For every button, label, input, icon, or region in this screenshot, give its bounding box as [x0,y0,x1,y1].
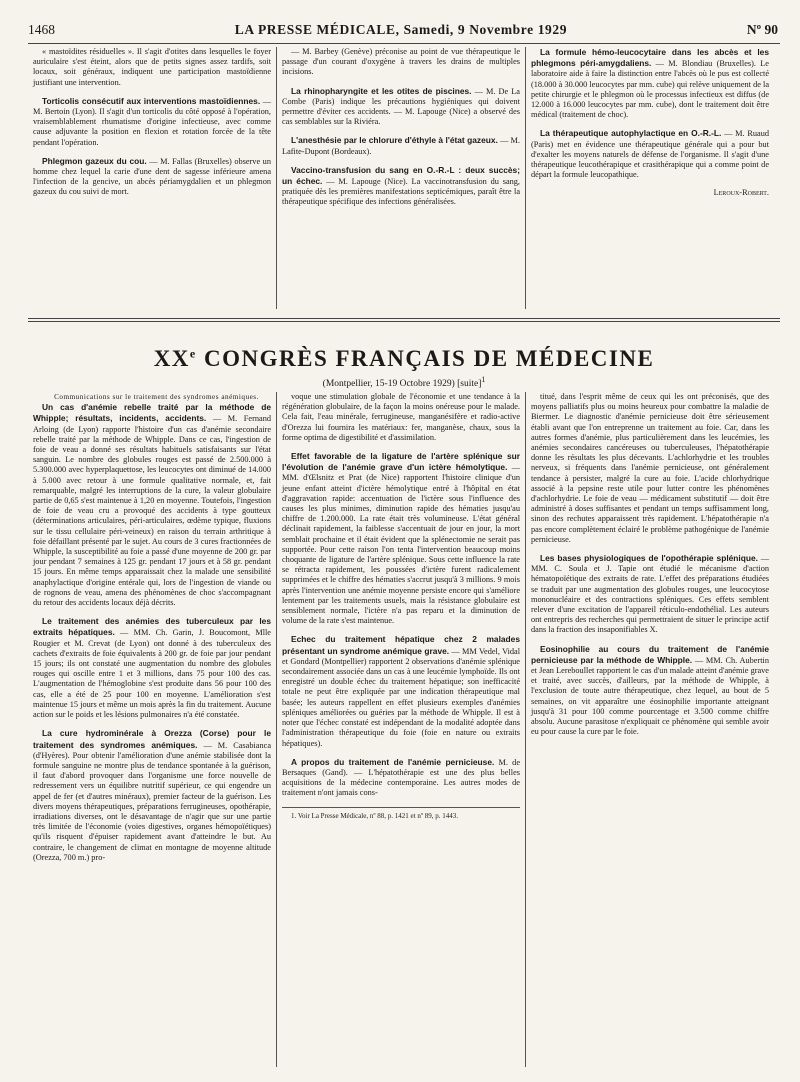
article-title: Phlegmon gazeux du cou. [42,155,147,166]
article-block [282,135,520,156]
page-header [28,22,778,42]
page-number: 1468 [28,22,55,37]
issue-number: Nº 90 [746,22,778,37]
article-text: — MM. Ch. Aubertin et Jean Lereboullet rapportent le cas d'un malade atteint d'anémie grave et traité, avec succès, d'ailleurs, par la méthode de Whipple, à l'exclusion de toute autre thérapeutique, chez lequel, au bout de 5 semaines, on vit apparaître une éosinophilie importante atteignant jusqu'à 31 pour 100 comme pourcentage et 3.500 comme chiffre absolu. Aucune parasitose n'expliquait ce phénomène qui semble avoir eu pour cause la cure par le foie. [531,655,770,737]
article-text: — MM. d'Œlsnitz et Prat (de Nice) rapportent l'histoire clinique d'un jeune enfant atteint d'ictère hémolytique entré à l'hôpital en état d'aggravation rapide: accentuation de l'ictère sous l'influence des causes les plus minimes, diminution rapide des hématies jusqu'au chiffre de 1.200.000. La rate était très volumineuse. L'état général déclinait rapidement, la faiblesse s'accentuait de jour en jour, la mort semblait prochaine et il était évident que la splénectomie ne serait pas supportée. Pour cette raison l'on tenta l'intervention beaucoup moins choquante de ligature de l'artère splénique. Sous cette influence la rate se rétracta rapidement, les poussées d'ictère furent radicalement supprimées et le chiffre des hématies s'accrut jusqu'à 3 millions. 9 mois après l'intervention une anémie moyenne persiste encore qui s'améliore lentement par les traitements usuels, mais la résistance globulaire est sensiblement normale, l'ictère n'a pas reparu et la diminution de volume de la rate s'est maintenue. [282,463,520,626]
article-title: L'anesthésie par le chlorure d'éthyle à l'état gazeux. [291,135,498,146]
article-paragraph [282,392,520,443]
article-title: La cure hydrominérale à Orezza (Corse) pour le traitement des syndromes anémiques. [33,728,271,750]
signature: Leroux-Robert. [713,188,769,198]
article-block [282,86,520,128]
article-paragraph [282,634,520,748]
congress-subtitle [28,375,780,389]
bottom-column-3 [526,392,774,1067]
article-block [282,165,520,208]
article-text: — M. Bertoin (Lyon). Il s'agit d'un torticolis du côté opposé à l'opération, vraisemblablement rhumatisme d'origine infectieuse, avec comme cause adjuvante la position en flexion et rotation forcée de la tête pendant l'opération. [33,96,272,147]
article-paragraph [531,47,769,120]
footnote: 1. Voir La Presse Médicale, nº 88, p. 1421 et nº 89, p. 1443. [282,807,520,821]
article-text: titué, dans l'esprit même de ceux qui les ont préconisés, que des moyens palliatifs plus ou moins heureux pour combattre la maladie de Biermer. Le diagnostic d'anémie pernicieuse doit être sérieusement établi avant que l'on entreprenne un traitement au foie. Car, dans les autres formes d'anémie, plus particulièrement dans les leucémies, les anémies secondaires cancéreuses ou tuberculeuses, l'hépatothérapie donne les résultats les plus décevants. L'achlorhydrie et les troubles nerveux, si fréquents dans l'anémie pernicieuse, ont généralement tendance à persister, malgré la cure au foie. L'acide chlorhydrique associé à la pepsine reste utile pour lutter contre les phénomènes d'achlorhydrie. Le foie de veau — médicament substitutif — doit être administré à doses suffisantes et pendant un temps suffisamment long, sinon des rechutes apparaissent très rapidement. L'hépatothérapie n'a pas encore complètement éclairé le problème pathogénique de l'anémie pernicieuse. [531,392,769,544]
article-block [33,47,271,88]
article-paragraph [33,156,271,198]
bottom-column-2 [277,392,525,1067]
article-text: voque une stimulation globale de l'économie et une tendance à la régénération globulaire, de la façon la moins onéreuse pour le malade. Cela fait, l'eau minérale, ferrugineuse, manganésifère et radio-active d'Orezza lui fournira les matériaux: fer, manganèse, chaux, sous la forme optima de digestibilité et d'assimilation. [282,392,520,442]
congress-numeral: XX [153,346,190,371]
article-title: Effet favorable de la ligature de l'artère splénique sur l'évolution de l'anémie grave d'un ictère hémolytique. [282,451,520,473]
article-paragraph [33,616,271,720]
article-paragraph [531,392,769,545]
article-title: Torticolis consécutif aux interventions mastoïdiennes. [42,95,261,106]
article-title: A propos du traitement de l'anémie pernicieuse. [291,756,495,767]
article-title: Vaccino-transfusion du sang en O.-R.-L : deux succès; un échec. [282,164,520,187]
article-block [33,402,271,608]
article-title: La thérapeutique autophylactique en O.-R.-L. [540,128,722,139]
article-text: — M. Fallas (Bruxelles) observe un homme chez lequel la carie d'une dent de sagesse inférieure amena l'infection de la gencive, un abcès périamygdalien et un phlegmon gazeux du cou suivi de mort. [33,156,271,197]
article-block [531,553,769,636]
article-paragraph [282,165,520,208]
article-text: — MM. C. Soula et J. Tapie ont étudié le mécanisme d'action hématopoïétique des extraits de rate. L'effet des préparations étudiées se traduit par une augmentation des globules rouges, une leucocytose mononucléaire et des contractions spléniques. Ces effets semblent relever d'une excitation de l'appareil réticulo-endothélial. Les auteurs ont entrepris des recherches qui permettraient de situer le principe actif dans la fraction des insaponifiables X. [531,554,769,635]
article-text: — M. Casabianca (d'Hyères). Pour obtenir l'amélioration d'une anémie stabilisée dont la formule sanguine ne montre plus de tendance spontanée à la guérison, il faut d'abord provoquer dans l'organisme une force nouvelle de redressement vers un équilibre nutritif supérieur, ce qui engendre un appel de fer (et d'autres minéraux), premier facteur de la guérison. Les divers moyens thérapeutiques, préparations ferrugineuses, opothérapie, irradiations diverses, ont le désavantage de n'agir que sur une partie très limitée de l'économie (voies digestives, organes hémopoïétiques) qu'ils risquent d'épuiser rapidement avant d'atteindre le but. Au contraire, le changement de climat en montagne de moyenne altitude (Orezza, 700 m.) pro- [33,740,271,862]
article-paragraph [282,47,520,78]
article-paragraph [33,402,271,608]
article-block [282,392,520,443]
article-text: — M. Lapouge (Nice). La vaccinotransfusion du sang, pratiquée dès les premières manifestations septicémiques, paraît être la thérapeutique spécifique des infections généralisées. [282,177,520,207]
section-rule [28,318,780,319]
top-columns [28,47,780,309]
article-text: — M. De La Combe (Paris) indique les précautions hygiéniques qui doivent permettre d'éviter ces accidents. — M. Lapouge (Nice) a observé des cas semblables sur la Riviéra. [282,86,520,127]
article-block [282,47,520,78]
article-block [282,451,520,626]
article-text: — MM Vedel, Vidal et Gondard (Montpellier) rapportent 2 observations d'anémie splénique secondairement associée dans un cas à une leucémie lymphoïde. Ils ont enregistré un double échec du traitement hépatique; son inefficacité totale ne peut être expliquée par une indication thérapeutique mal basée; les auteurs rappellent en effet plusieurs exemples d'anémies spléniques améliorées ou guéries par la méthode de Whipple. Il est à noter que l'échec constaté est indépendant de la modalité adoptée dans l'administration thérapeutique du foie (foie en nature ou extraits hépatiques). [282,646,521,748]
article-paragraph [531,644,769,738]
article-text: — M. Lafite-Dupont (Bordeaux). [282,136,520,156]
bottom-columns [28,392,780,1067]
article-title: La formule hémo-leucocytaire dans les abcès et les phlegmons péri-amygdaliens. [531,47,769,69]
article-block [33,616,271,720]
article-title: Le traitement des anémies des tuberculeux par les extraits hépatiques. [33,616,271,638]
article-paragraph [531,128,769,180]
article-block [282,634,520,748]
article-block [531,128,769,180]
top-column-1 [28,47,276,309]
congress-numeral-sup: e [189,346,197,361]
article-paragraph [531,553,769,636]
article-title: La rhinopharyngite et les otites de piscines. [291,85,472,96]
article-paragraph [33,47,271,88]
article-text: — MM. Ch. Garin, J. Boucomont, Mlle Rougier et M. Crevat (de Lyon) ont donné à des tuberculeux des cachets d'extraits de foie équivalents à 200 gr. de foie par jour pendant 15 jours; ils ont constaté une augmentation du nombre des globules rouges qui oscille entre 1 et 3 millions, dans 75 pour 100 des cas. L'augmentation de l'hémoglobine s'est produite dans 56 pour 100 des cas, elle a été de 25 pour 100 en moyenne. L'amélioration s'est maintenue 15 jours et même un mois après la fin du traitement. Aucune action sur le poids et les lésions pulmonaires n'a été constatée. [33,628,271,720]
article-text: M. de Bersaques (Gand). — L'hépatothérapie est une des plus belles acquisitions de la médecine contemporaine. Les autres modes de traitement n'ont jamais cons- [282,757,521,798]
article-title: Les bases physiologiques de l'opothérapie splénique. [540,553,758,564]
article-title: Eosinophilie au cours du traitement de l'anémie pernicieuse par la méthode de Whipple. [531,643,769,665]
section-heading: Communications sur le traitement des syndromes anémiques. [54,393,259,401]
article-text: — M. Barbey (Genève) préconise au point de vue thérapeutique le passage d'un courant d'oxygène à travers les drains de multiples incisions. [282,47,520,77]
footnote-ref: 1 [481,375,486,384]
article-text: — M. Blondiau (Bruxelles). Le laboratoire aide à faire la distinction entre l'abcès où le pus est collecté (18.000 à 30.000 leucocytes par mm. cube) qui relève uniquement de la petite chirurgie et le phlegmon où le processus infectieux est diffus (de 12.000 à 16.000 leucocytes par mm. cube), dont le traitement doit être médical (traitement de choc). [531,59,769,120]
article-title: Un cas d'anémie rebelle traité par la méthode de Whipple; résultats, incidents, accidents. [33,402,271,424]
article-paragraph [282,451,520,626]
article-text: — M. Fernand Arloing (de Lyon) rapporte l'histoire d'un cas d'anémie secondaire rebelle traité par la méthode de Whipple. Dans ce cas, l'ingestion de foie de veau a donné ses résultats habituels satisfaisants sur l'état sanguin. Le nombre des globules rouges est passé de 2.500.000 à 5.300.000 avec hyperplaquettose, les leucocytes ont diminué de 14.000 à 5.000 avec retour à une formule qualitative normale, et, fait remarquable, malgré les interruptions de la cure, la valeur globulaire partie de 0,65 s'est maintenue à 1,20 en moyenne. Toutefois, l'ingestion de foie de veau cru a provoqué des accidents à type goutteux (déterminations articulaires, péri-articulaires, œdème typique, fluxions sur le tissu cellulaire péri-veineux) en raison du terrain arthritique à foie défaillant présenté par le sujet. Au cours de 3 cures fractionnées de Whipple, la susceptibilité au foie a passé d'une moyenne de 200 gr. par jour pendant 7 semaines à 125 gr. pendant 17 jours et à 58 gr. pendant 15 jours. En même temps apparaissait chez la malade une sensibilité anaphylactique d'origine entérale qui, lors de l'ingestion de viande ou de rognons de veau, amena des phénomènes de choc s'accompagnant du retour des accidents locaux déjà décrits. [33,414,271,608]
article-paragraph [33,728,271,863]
congress-title [28,346,780,372]
article-paragraph [282,757,520,799]
article-block [531,644,769,738]
section-rule [28,321,780,322]
congress-heading: CONGRÈS FRANÇAIS DE MÉDECINE [204,346,655,371]
bottom-column-1 [28,392,276,1067]
article-paragraph [282,86,520,128]
article-paragraph [282,135,520,156]
article-block [282,757,520,799]
journal-title: LA PRESSE MÉDICALE, Samedi, 9 Novembre 1929 [234,22,568,37]
article-text: « mastoïdites résiduelles ». Il s'agit d'otites dans lesquelles le foyer auriculaire s'est éteint, alors que de petits signes assez tardifs, soit locaux, soit généraux, indiquent une participation mastoïdienne justifiant une intervention. [33,47,271,87]
article-block [33,156,271,198]
article-title: Echec du traitement hépatique chez 2 malades présentant un syndrome anémique grave. [282,634,520,656]
header-rule [28,43,780,44]
top-column-3 [526,47,774,309]
article-block [531,47,769,120]
article-text: — M. Ruaud (Paris) met en évidence une thérapeutique générale qui a pour but d'exalter les moyens naturels de défense de l'organisme. Il s'agit d'une thérapeutique leucothérapique et crasithérapique qui a comme point de départ la formule leucopathique. [531,129,770,180]
article-block [531,392,769,545]
congress-dates: (Montpellier, 15-19 Octobre 1929) [suite] [322,379,482,390]
article-block [33,96,271,148]
article-block [33,728,271,863]
top-column-2 [277,47,525,309]
article-paragraph [33,96,271,148]
